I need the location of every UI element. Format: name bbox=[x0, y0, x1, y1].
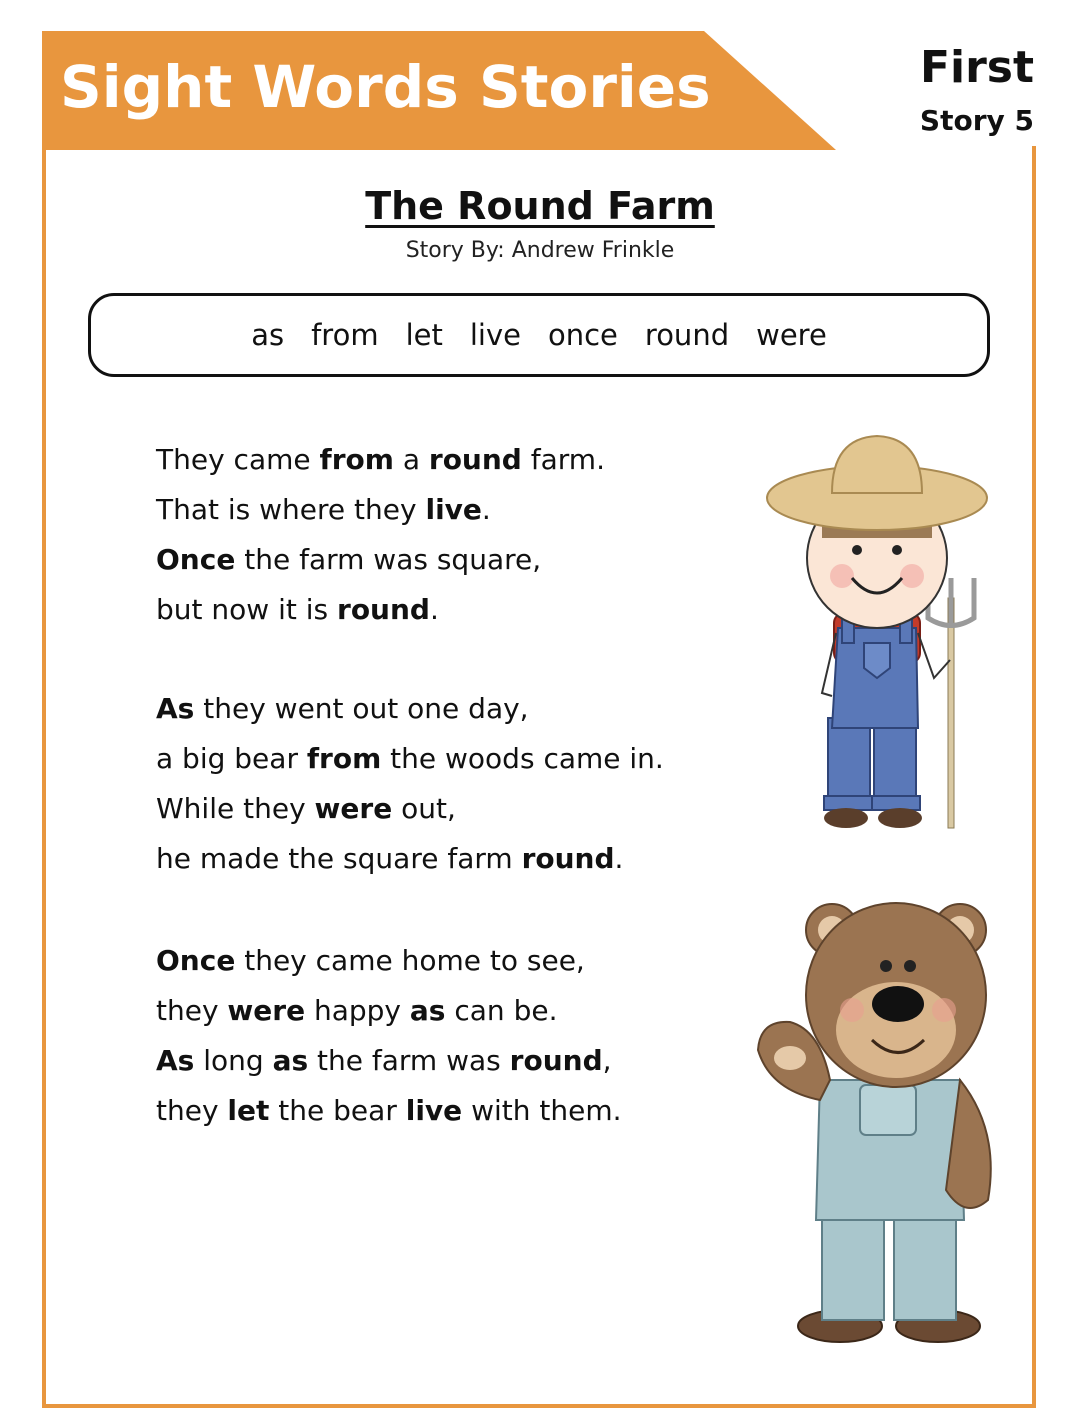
sight-word-highlight: as bbox=[409, 994, 446, 1027]
story-line bbox=[156, 435, 605, 485]
sight-word-highlight: from bbox=[306, 742, 382, 775]
sight-word: live bbox=[469, 318, 521, 352]
line-text: out, bbox=[392, 792, 456, 825]
line-text: the bear bbox=[269, 1094, 406, 1127]
sight-word: were bbox=[756, 318, 827, 352]
story-line bbox=[156, 684, 664, 734]
story-title: The Round Farm bbox=[365, 184, 715, 228]
line-text: long bbox=[194, 1044, 273, 1077]
line-text: a big bear bbox=[156, 742, 307, 775]
stanza bbox=[156, 684, 664, 884]
line-text: While they bbox=[156, 792, 315, 825]
sight-word-box bbox=[88, 293, 990, 377]
sight-word-highlight: round bbox=[509, 1044, 603, 1077]
line-text: but now it is bbox=[156, 593, 338, 626]
story-line bbox=[156, 1086, 622, 1136]
sight-word: once bbox=[547, 318, 618, 352]
story-line bbox=[156, 585, 605, 635]
sight-word-highlight: live bbox=[425, 493, 482, 526]
sight-word-highlight: were bbox=[227, 994, 306, 1027]
line-text: with them. bbox=[462, 1094, 622, 1127]
line-text: . bbox=[614, 842, 624, 875]
line-text: the farm was square, bbox=[235, 543, 542, 576]
line-text: They came bbox=[156, 443, 320, 476]
sight-word-highlight: Once bbox=[156, 543, 236, 576]
sight-word-highlight: Once bbox=[156, 944, 236, 977]
line-text: the woods came in. bbox=[381, 742, 664, 775]
line-text: . bbox=[429, 593, 439, 626]
line-text: can be. bbox=[445, 994, 558, 1027]
sight-word-highlight: round bbox=[521, 842, 615, 875]
sight-word-highlight: round bbox=[337, 593, 430, 626]
stanza bbox=[156, 936, 622, 1136]
line-text: they went out one day, bbox=[194, 692, 529, 725]
story-line bbox=[156, 784, 664, 834]
sight-word: as bbox=[251, 318, 285, 352]
story-line bbox=[156, 834, 664, 884]
stanza bbox=[156, 435, 605, 635]
line-text: they came home to see, bbox=[235, 944, 585, 977]
sight-word: let bbox=[405, 318, 443, 352]
sight-word-highlight: from bbox=[319, 443, 394, 476]
sight-word-highlight: As bbox=[156, 1044, 195, 1077]
story-line bbox=[156, 734, 664, 784]
sight-word-highlight: were bbox=[314, 792, 393, 825]
header-banner bbox=[42, 31, 836, 150]
sight-word-highlight: As bbox=[156, 692, 195, 725]
series-title: Sight Words Stories bbox=[60, 53, 711, 121]
story-line bbox=[156, 1036, 622, 1086]
sight-word-highlight: live bbox=[405, 1094, 463, 1127]
line-text: the farm was bbox=[308, 1044, 510, 1077]
sight-word-highlight: as bbox=[272, 1044, 309, 1077]
sight-word: from bbox=[311, 318, 379, 352]
sight-word: round bbox=[644, 318, 730, 352]
line-text: farm. bbox=[521, 443, 605, 476]
sight-word-highlight: round bbox=[428, 443, 522, 476]
story-line bbox=[156, 936, 622, 986]
sight-word-highlight: let bbox=[227, 1094, 270, 1127]
line-text: happy bbox=[305, 994, 410, 1027]
bear-illustration bbox=[750, 900, 1006, 1346]
story-line bbox=[156, 535, 605, 585]
line-text: they bbox=[156, 994, 228, 1027]
farmer-illustration bbox=[762, 428, 992, 832]
line-text: , bbox=[602, 1044, 612, 1077]
line-text: . bbox=[481, 493, 491, 526]
line-text: he made the square farm bbox=[156, 842, 522, 875]
story-number: Story 5 bbox=[919, 104, 1034, 137]
story-byline: Story By: Andrew Frinkle bbox=[405, 238, 675, 263]
grade-label: First bbox=[919, 42, 1034, 93]
line-text: a bbox=[393, 443, 429, 476]
line-text: they bbox=[156, 1094, 228, 1127]
story-line bbox=[156, 485, 605, 535]
line-text: That is where they bbox=[156, 493, 426, 526]
story-line bbox=[156, 986, 622, 1036]
